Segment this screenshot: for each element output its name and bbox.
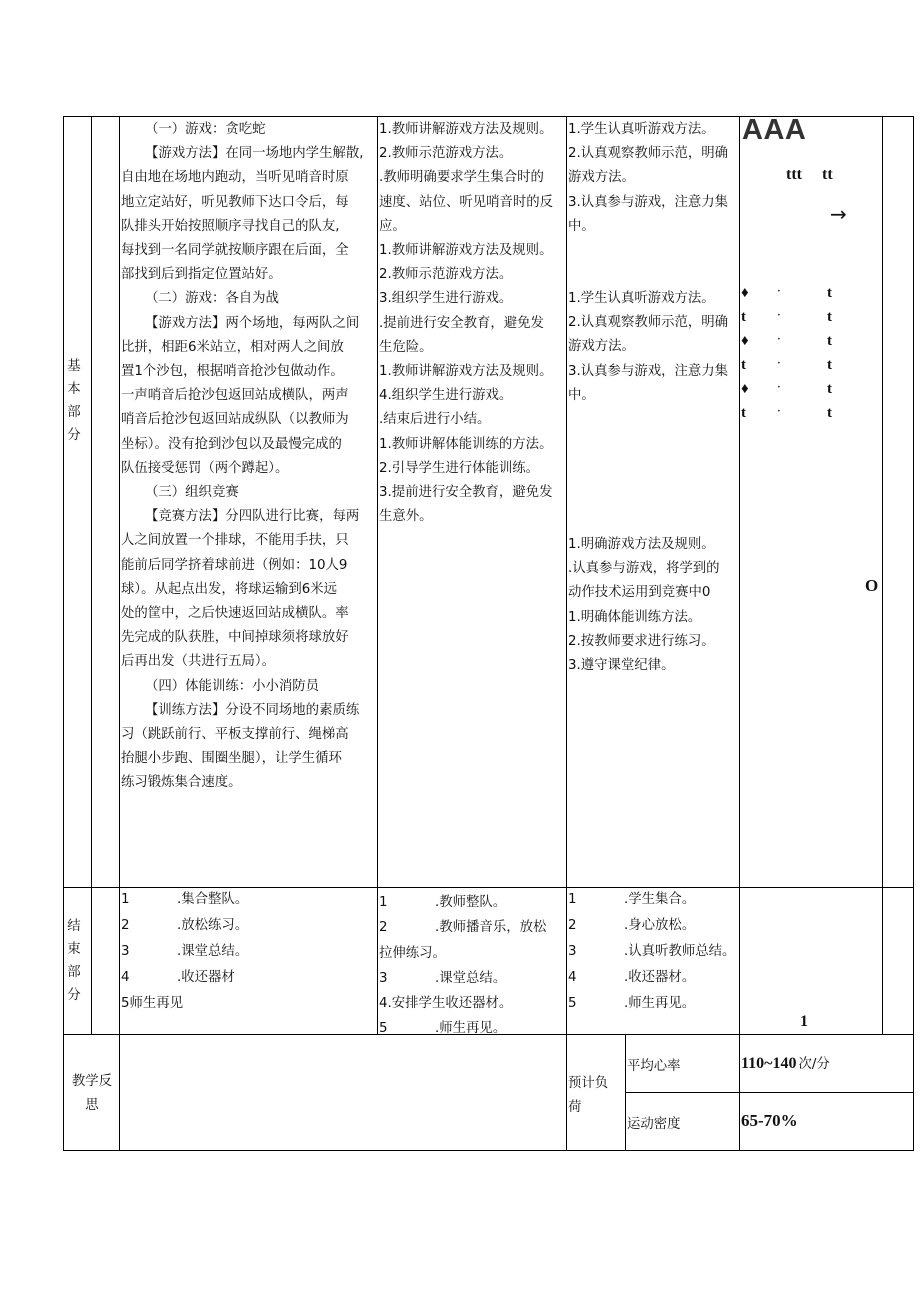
content-line: （二）游戏：各自为战 [145,291,279,307]
end-teacher-item: 拉伸练习。 [379,945,446,961]
end-content-item: 1 .集合整队。 [121,892,249,907]
basic-label-char: 本 [67,382,81,397]
reflection-content [120,1035,566,1150]
end-student-item: 4 .收还器材。 [568,970,696,985]
teacher-item: 1.教师讲解游戏方法及规则。 [379,243,553,259]
content-line: （四）体能训练：小小消防员 [145,678,320,694]
col-divider-3 [377,116,378,1034]
content-line: 后再出发（共进行五局）。 [121,654,275,670]
end-section-label [66,915,82,1007]
content-line: 【游戏方法】在同一场地内学生解散, [145,146,364,162]
end-student-item: 2 .身心放松。 [568,918,696,933]
end-teacher-item: 3 .课堂总结。 [379,970,507,986]
formation-dot: · [777,405,781,417]
col-divider-7 [882,116,883,1034]
basic-section-label [66,355,82,447]
formation-marker: ♦ [741,381,749,397]
end-student-item: 5 .师生再见。 [568,996,696,1011]
end-teacher-item: 4.安排学生收还器材。 [379,996,513,1012]
student-item: 2.认真观察教师示范，明确 [568,315,729,331]
student-item: 3.认真参与游戏，注意力集 [568,194,729,210]
content-line: 【游戏方法】两个场地，每两队之间 [145,315,360,331]
end-label-char: 束 [67,942,81,957]
formation-o-mark: O [865,576,879,595]
formation-marker: t [827,357,832,373]
formation-dot: · [777,381,781,393]
teacher-item: 1.教师讲解游戏方法及规则。 [379,364,553,380]
heart-rate-value [741,1053,830,1073]
formation-row-label: ttt [786,166,802,183]
arrow-right-icon: → [830,202,847,226]
end-teacher-item: 5 .师生再见。 [379,1021,507,1037]
teacher-item: .结束后进行小结。 [379,412,491,428]
content-line: （一）游戏：贪吃蛇 [145,122,266,137]
formation-dot: · [777,309,781,321]
content-line: 抬腿小步跑、围圈坐腿），让学生循环 [121,751,342,767]
heart-rate-label: 平均心率 [627,1059,681,1074]
content-line: 先完成的队获胜，中间掉球须将球放好 [121,630,349,646]
formation-row-label: tt [822,166,833,183]
teacher-item: 生危险。 [379,339,433,355]
content-line: 处的筐中，之后快速返回站成横队。率 [121,606,349,622]
student-item: 2.认真观察教师示范，明确 [568,146,729,162]
end-teacher-item: 1 .教师整队。 [379,895,507,910]
end-teacher-item: 2 .教师播音乐，放松 [379,920,547,936]
reflection-label: 教学反思 [71,1074,113,1113]
content-line: 一声哨音后抢沙包返回站成横队，两声 [121,388,349,404]
content-line: 每找到一名同学就按顺序跟在后面，全 [121,243,349,259]
formation-marker: t [741,357,746,373]
end-content-item: 3 .课堂总结。 [121,944,249,959]
student-item: 游戏方法。 [568,170,635,186]
student-item: 2.按教师要求进行练习。 [568,633,715,649]
teacher-item: 应。 [379,218,406,234]
end-label-char: 部 [67,965,81,980]
end-student-item: 1 .学生集合。 [568,892,696,907]
basic-student-column-a [568,118,738,239]
content-line: 部找到后到指定位置站好。 [121,267,282,283]
content-line: 比拼，相距6米站立，相对两人之间放 [121,339,344,355]
content-line: 坐标）。没有抢到沙包以及最慢完成的 [121,436,342,452]
basic-label-char: 基 [67,359,81,374]
density-label: 运动密度 [627,1117,681,1132]
formation-marker: ♦ [741,333,749,349]
footer-mid-divider [625,1092,914,1093]
col-divider-5 [625,1034,626,1151]
formation-marker: t [827,381,832,397]
content-line: 哨音后抢沙包返回站成纵队（以教师为 [121,412,349,428]
student-item: 3.遵守课堂纪律。 [568,658,675,674]
formation-marker: t [827,309,832,325]
teacher-item: 3.组织学生进行游戏。 [379,291,513,307]
density-value: 65-70% [741,1111,798,1130]
basic-student-column-c [568,533,738,678]
student-item: 1.明确游戏方法及规则。 [568,537,715,552]
formation-marker: t [741,309,746,325]
formation-marker: t [741,405,746,421]
formation-marker: t [827,333,832,349]
table-bottom-border [63,1150,914,1151]
teacher-item: 2.教师示范游戏方法。 [379,267,513,283]
content-line: 【训练方法】分设不同场地的素质练 [145,702,360,718]
end-content-item: 4 .收还器材 [121,970,235,985]
content-line: 人之间放置一个排球，不能用手扶，只 [121,533,349,549]
end-label-char: 结 [67,919,81,934]
teacher-item: 2.引导学生进行体能训练。 [379,460,540,476]
formation-dot: · [777,357,781,369]
col-divider-4 [566,116,567,1151]
basic-student-column-b [568,287,738,408]
teacher-item: .教师明确要求学生集合时的 [379,170,544,186]
teacher-item: 速度、站位、听见哨音时的反 [379,194,554,210]
basic-content-column [121,118,376,796]
col-divider-1 [91,116,92,1034]
end-label-char: 分 [67,988,81,1003]
student-item: 动作技术运用到竞赛中0 [568,585,711,601]
table-right-border [913,116,914,1151]
content-line: 【竞赛方法】分四队进行比赛，每两 [145,509,360,525]
heart-rate-number: 110~140 [741,1055,797,1072]
end-student-item: 3 .认真听教师总结。 [568,944,736,959]
formation-marker: t [827,405,832,421]
formation-dot: · [777,333,781,345]
content-line: 自由地在场地内跑动，当听见哨音时原 [121,170,349,186]
student-item: 中。 [568,387,595,403]
end-content-item: 2 .放松练习。 [121,918,249,933]
load-label: 预计负荷 [568,1076,609,1115]
student-item: .认真参与游戏，将学到的 [568,561,720,577]
teacher-item: 2.教师示范游戏方法。 [379,146,513,162]
content-line: 地立定站好，听见教师下达口令后，每 [121,194,349,210]
end-content-item: 5师生再见 [121,996,184,1011]
content-line: 球）。从起点出发，将球运输到6米远 [121,581,338,597]
content-line: 队排头开始按照顺序寻找自己的队友, [121,218,340,234]
student-item: 1.学生认真听游戏方法。 [568,122,715,137]
formation-marker: t [827,285,832,301]
col-divider-6 [739,116,740,1151]
end-teacher-column [379,890,565,1042]
basic-label-char: 分 [67,428,81,443]
teacher-item: 生意外。 [379,509,433,525]
col-divider-2 [119,116,120,1151]
heart-rate-unit: 次/分 [798,1057,830,1072]
student-item: 游戏方法。 [568,339,635,355]
content-line: 练习锻炼集合速度。 [121,775,242,791]
content-line: 置1个沙包，根据哨音抢沙包做动作。 [121,364,344,380]
student-item: 3.认真参与游戏，注意力集 [568,363,729,379]
end-student-column [568,887,738,1017]
content-line: 习（跳跃前行、平板支撑前行、绳梯高 [121,727,349,743]
end-content-column [121,887,376,1017]
teacher-item: 4.组织学生进行游戏。 [379,388,513,404]
formation-title: AAA [742,114,807,146]
student-item: 1.学生认真听游戏方法。 [568,291,715,306]
teacher-item: .提前进行安全教育，避免发 [379,315,544,331]
basic-label-char: 部 [67,405,81,420]
content-line: 队伍接受惩罚（两个蹲起）。 [121,460,289,476]
student-item: 1.明确体能训练方法。 [568,609,702,625]
formation-marker: ♦ [741,285,749,301]
end-mark: 1 [800,1013,808,1030]
content-line: （三）组织竞赛 [145,485,239,501]
content-line: 能前后同学挤着球前进（例如：10人9 [121,557,348,573]
teacher-item: 3.提前进行安全教育，避免发 [379,485,553,501]
basic-teacher-column [379,118,565,529]
teacher-item: 1.教师讲解体能训练的方法。 [379,436,553,452]
formation-dot: · [777,285,781,297]
table-left-border [63,116,64,1151]
student-item: 中。 [568,218,595,234]
teacher-item: 1.教师讲解游戏方法及规则。 [379,122,553,137]
